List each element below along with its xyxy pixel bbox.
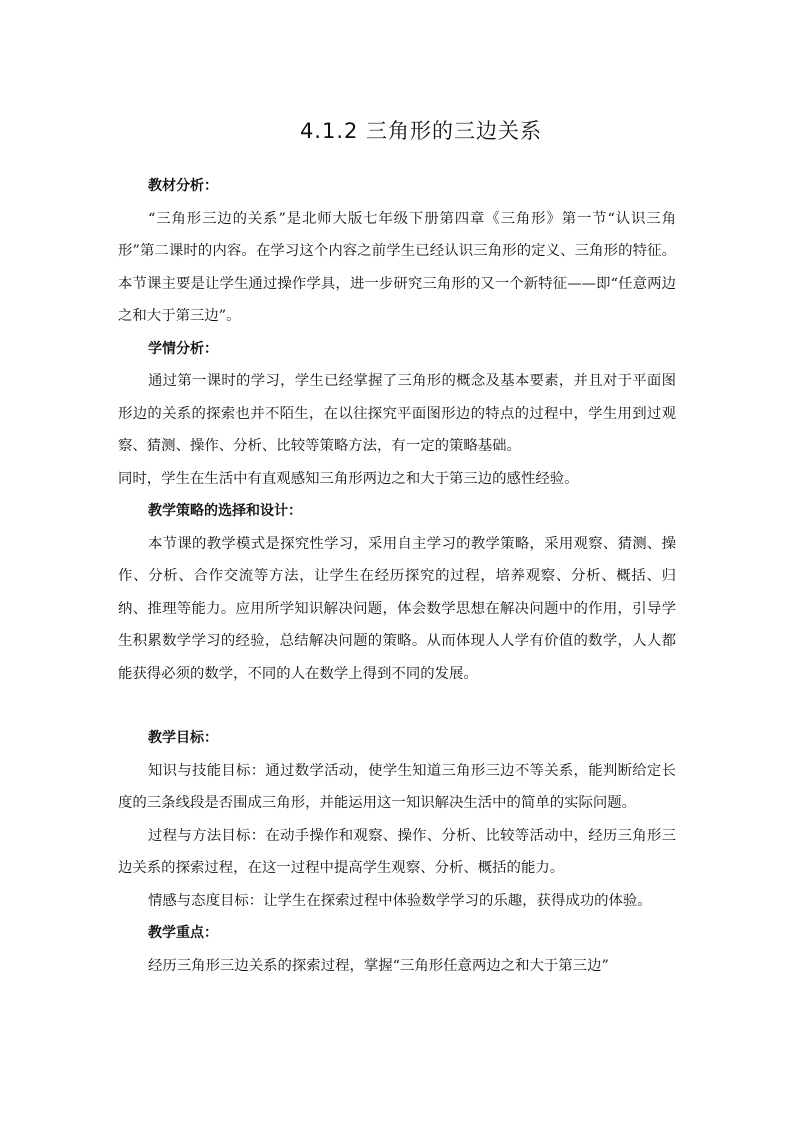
section-heading: 教学策略的选择和设计： — [148, 503, 302, 519]
section-heading: 学情分析： — [148, 340, 218, 357]
section-textbook-analysis — [118, 170, 676, 333]
document-body — [118, 170, 676, 982]
paragraph: 知识与技能目标：通过数学活动，使学生知道三角形三边不等关系，能判断给定长度的三条线段是否围成三角形，并能运用这一知识解决生活中的简单的实际问题。 — [118, 762, 676, 811]
section-teaching-focus — [118, 917, 676, 982]
page-title: 4.1.2 三角形的三边关系 — [299, 119, 543, 143]
paragraph: 过程与方法目标：在动手操作和观察、操作、分析、比较等活动中，经历三角形三边关系的探索过程，在这一过程中提高学生观察、分析、概括的能力。 — [118, 827, 676, 876]
paragraph: 情感与态度目标：让学生在探索过程中体验数学学习的乐趣，获得成功的体验。 — [148, 892, 652, 909]
paragraph: 本节课的教学模式是探究性学习，采用自主学习的教学策略，采用观察、猜测、操作、分析、合作交流等方法，让学生在经历探究的过程，培养观察、分析、概括、归纳、推理等能力。应用所学知识解决问题，体会数学思想在解决问题中的作用，引导学生积累数学学习的经验，总结解决问题的策略。从而体现人人学有价值的数学，人人都能获得必须的数学，不同的人在数学上得到不同的发展。 — [118, 535, 676, 682]
paragraph: 经历三角形三边关系的探索过程，掌握“三角形任意两边之和大于第三边” — [148, 957, 609, 974]
section-teaching-strategy — [118, 495, 676, 690]
blank-line — [118, 690, 676, 722]
section-heading: 教材分析： — [148, 178, 218, 194]
section-heading: 教学目标： — [148, 730, 218, 746]
paragraph: 通过第一课时的学习，学生已经掌握了三角形的概念及基本要素，并且对于平面图形边的关系的探索也并不陌生，在以往探究平面图形边的特点的过程中，学生用到过观察、猜测、操作、分析、比较等策略方法，有一定的策略基础。 — [118, 373, 676, 454]
paragraph: “三角形三边的关系”是北师大版七年级下册第四章《三角形》第一节“认识三角形”第二课时的内容。在学习这个内容之前学生已经认识三角形的定义、三角形的特征。本节课主要是让学生通过操作学具，进一步研究三角形的又一个新特征——即“任意两边之和大于第三边”。 — [118, 210, 676, 324]
section-student-analysis — [118, 333, 676, 496]
paragraph: 同时，学生在生活中有直观感知三角形两边之和大于第三边的感性经验。 — [118, 470, 579, 487]
section-teaching-objectives — [118, 722, 676, 917]
section-heading: 教学重点： — [148, 925, 218, 941]
